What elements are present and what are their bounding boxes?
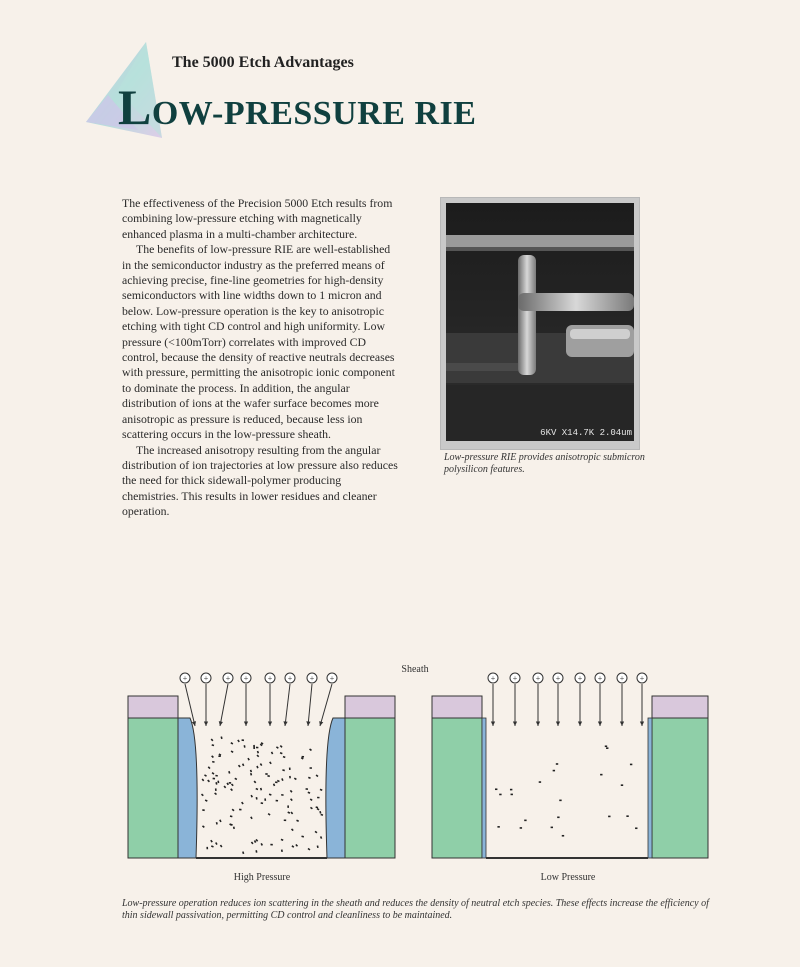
neutral-dot <box>276 746 279 749</box>
neutral-dot <box>294 778 297 781</box>
neutral-dot <box>282 769 285 771</box>
neutral-dot <box>635 827 637 829</box>
etch-diagram <box>120 660 720 890</box>
ion-arrow <box>617 673 627 726</box>
neutral-dot <box>284 819 286 821</box>
neutral-dot <box>290 812 293 815</box>
neutral-dot <box>238 765 241 768</box>
neutral-dot <box>211 738 214 741</box>
ion-arrow <box>306 673 317 726</box>
neutral-dot <box>281 849 283 852</box>
neutral-dot <box>289 767 291 770</box>
neutral-dot <box>275 781 278 783</box>
paragraph: The increased anisotropy resulting from the angular distribution of ion trajectories at low pressure also reduces the need for thick sidewall-polymer producing chemistries. This results in lower residues and cleaner operation. <box>122 442 398 519</box>
neutral-dot <box>250 773 252 776</box>
neutral-dot <box>320 814 323 816</box>
neutral-dot <box>242 851 244 854</box>
neutral-dot <box>231 750 234 753</box>
ion-symbol: + <box>287 674 293 683</box>
neutral-dot <box>214 792 217 795</box>
ion-symbol: + <box>203 674 209 683</box>
neutral-dot <box>241 802 244 805</box>
neutral-dot <box>308 792 311 794</box>
ion-arrow <box>575 673 585 726</box>
neutral-dot <box>315 831 318 834</box>
neutral-dot <box>621 784 623 786</box>
neutral-dot <box>495 788 497 790</box>
ion-arrow <box>241 673 251 726</box>
ion-arrow <box>219 673 233 726</box>
neutral-dot <box>256 754 259 757</box>
neutral-dot <box>257 751 259 754</box>
neutral-dot <box>600 774 602 776</box>
neutral-dot <box>215 788 217 791</box>
ion-arrow <box>637 673 647 726</box>
high-pressure-panel <box>128 673 395 883</box>
neutral-dot <box>205 799 208 801</box>
neutral-dot <box>212 772 215 775</box>
neutral-dot <box>562 835 564 837</box>
page-title <box>118 78 476 136</box>
neutral-dot <box>319 811 321 814</box>
neutral-dot <box>202 825 205 828</box>
sem-photo-frame <box>440 197 640 450</box>
sem-photo <box>446 203 634 441</box>
neutral-dot <box>301 836 304 838</box>
neutral-dot <box>221 736 223 739</box>
neutral-dot <box>317 845 319 848</box>
neutral-dot <box>308 777 311 779</box>
neutral-dot <box>261 802 264 804</box>
neutral-dot <box>256 797 258 800</box>
neutral-dot <box>511 794 513 796</box>
ion-symbol: + <box>267 674 273 683</box>
photo-caption: Low-pressure RIE provides anisotropic submicron polysilicon features. <box>444 452 645 475</box>
neutral-dot <box>264 798 266 801</box>
neutral-dot <box>287 805 289 807</box>
neutral-dot <box>551 827 553 829</box>
neutral-dot <box>207 780 210 783</box>
neutral-dot <box>229 782 231 784</box>
neutral-dot <box>287 811 290 813</box>
neutral-dot <box>497 826 499 828</box>
neutral-dot <box>271 752 273 755</box>
neutral-dot <box>251 842 254 845</box>
neutral-dot <box>242 739 245 741</box>
neutral-dot <box>265 773 267 775</box>
neutral-dot <box>255 788 258 790</box>
neutral-dot <box>228 771 230 774</box>
neutral-dot <box>256 747 259 749</box>
neutral-dot <box>210 840 213 843</box>
neutral-dot <box>295 844 298 847</box>
ion-arrow <box>533 673 543 726</box>
neutral-dot <box>215 775 218 777</box>
ion-symbol: + <box>619 674 625 683</box>
neutral-dot <box>256 766 258 769</box>
neutral-dot <box>289 776 291 779</box>
ion-arrow <box>553 673 563 726</box>
neutral-dot <box>606 747 608 749</box>
neutral-dot <box>216 822 218 825</box>
neutral-dot <box>255 839 258 842</box>
neutral-dot <box>250 770 252 773</box>
ion-arrow <box>283 673 295 726</box>
neutral-dot <box>254 840 256 843</box>
neutral-dot <box>281 778 283 781</box>
ion-arrow <box>510 673 520 726</box>
neutral-dot <box>283 756 286 758</box>
neutral-dot <box>253 745 255 747</box>
neutral-dot <box>250 816 253 819</box>
neutral-dot <box>213 778 216 780</box>
neutral-dot <box>260 843 263 846</box>
diagram-caption: Low-pressure operation reduces ion scattering in the sheath and reduces the density of neutral etch species. These effects increase the efficiency of thin sidewall passivation, permitting CD control and cleanliness to be maintained. <box>122 898 709 921</box>
neutral-dot <box>276 800 279 802</box>
ion-symbol: + <box>512 674 518 683</box>
neutral-dot <box>317 808 320 811</box>
neutral-dot <box>230 815 233 817</box>
neutral-dot <box>211 744 214 746</box>
low-pressure-label: Low Pressure <box>540 872 596 883</box>
neutral-dot <box>242 763 244 766</box>
neutral-dot <box>230 788 233 791</box>
neutral-dot <box>520 827 522 829</box>
neutral-dot <box>524 820 526 822</box>
neutral-dot <box>230 742 233 745</box>
neutral-dot <box>281 839 284 841</box>
neutral-dot <box>220 845 223 848</box>
ion-symbol: + <box>555 674 561 683</box>
neutral-dot <box>281 794 284 796</box>
ion-arrow <box>265 673 275 726</box>
section-kicker: The 5000 Etch Advantages <box>172 54 354 71</box>
neutral-dot <box>280 745 283 748</box>
neutral-dot <box>499 794 501 796</box>
title-rest: OW-PRESSURE RIE <box>151 95 477 132</box>
neutral-dot <box>260 763 263 766</box>
neutral-dot <box>539 781 541 783</box>
neutral-dot <box>223 785 226 788</box>
neutral-dot <box>556 763 558 765</box>
neutral-dot <box>206 847 208 849</box>
paragraph: The benefits of low-pressure RIE are well-established in the semiconductor industry as the preferred means of achieving precise, fine-line geometries for high-density semiconductors with line widths down to 1 micron and below. Low-pressure operation is the key to anisotropic etching with tight CD control and high uniformity. Low pressure (<100mTorr) correlates with improved CD control, because the density of reactive neutrals decreases with pressure, permitting the anisotropic ionic component to dominate the process. In addition, the angular distribution of ions at the wafer surface becomes more anisotropic as pressure is reduced, because less ion scattering occurs in the low-pressure sheath. <box>122 242 395 442</box>
neutral-dot <box>557 816 559 818</box>
neutral-dot <box>260 788 262 791</box>
neutral-dot <box>291 828 294 831</box>
neutral-dot <box>208 766 211 769</box>
ion-symbol: + <box>182 674 188 683</box>
ion-symbol: + <box>329 674 335 683</box>
neutral-dot <box>510 789 512 791</box>
ion-arrow <box>488 673 498 726</box>
neutral-dot <box>250 795 253 798</box>
neutral-dot <box>215 782 217 785</box>
neutral-dot <box>309 748 312 751</box>
neutral-dot <box>201 793 204 796</box>
neutral-dot <box>296 820 299 822</box>
neutral-dot <box>608 816 610 818</box>
neutral-dot <box>211 845 214 847</box>
ion-symbol: + <box>577 674 583 683</box>
ion-symbol: + <box>225 674 231 683</box>
neutral-dot <box>212 761 215 763</box>
neutral-dot <box>291 845 294 848</box>
neutral-dot <box>309 767 311 769</box>
ion-symbol: + <box>639 674 645 683</box>
ion-symbol: + <box>490 674 496 683</box>
sheath-label: Sheath <box>401 664 429 675</box>
neutral-dot <box>310 807 313 810</box>
neutral-dot <box>244 745 246 748</box>
neutral-dot <box>320 836 322 839</box>
ion-symbol: + <box>309 674 315 683</box>
neutral-dot <box>219 819 222 822</box>
title-initial: L <box>118 79 152 135</box>
ion-arrow <box>201 673 211 726</box>
neutral-dot <box>305 788 308 790</box>
ion-symbol: + <box>535 674 541 683</box>
neutral-dot <box>605 745 607 747</box>
neutral-dot <box>233 826 235 829</box>
neutral-dot <box>273 783 275 786</box>
ion-symbol: + <box>597 674 603 683</box>
neutral-dot <box>630 764 632 766</box>
high-pressure-label: High Pressure <box>233 872 291 883</box>
neutral-dot <box>280 752 283 754</box>
neutral-dot <box>204 774 207 777</box>
paragraph: The effectiveness of the Precision 5000 Etch results from combining low-pressure etching with magnetically enhanced plasma in a multi-chamber architecture. <box>122 196 393 241</box>
low-pressure-panel <box>432 673 708 883</box>
body-text <box>122 196 400 520</box>
neutral-dot <box>211 755 214 758</box>
neutral-dot <box>316 774 319 777</box>
neutral-dot <box>226 782 229 785</box>
neutral-dot <box>310 798 313 801</box>
neutral-dot <box>290 798 293 801</box>
neutral-dot <box>247 758 250 761</box>
neutral-dot <box>317 797 319 799</box>
neutral-dot <box>239 809 242 811</box>
neutral-dot <box>320 789 323 791</box>
ion-symbol: + <box>243 674 249 683</box>
neutral-dot <box>232 809 235 812</box>
neutral-dot <box>268 813 271 816</box>
neutral-dot <box>308 848 311 851</box>
neutral-dot <box>215 842 218 845</box>
neutral-dot <box>237 739 240 742</box>
neutral-dot <box>254 781 257 784</box>
neutral-dot <box>202 778 205 781</box>
neutral-dot <box>267 775 270 777</box>
neutral-dot <box>316 806 319 808</box>
neutral-dot <box>231 783 234 786</box>
neutral-dot <box>559 800 561 802</box>
sem-scale-label: 6KV X14.7K 2.04um <box>540 428 632 438</box>
neutral-dot <box>626 815 628 817</box>
neutral-dot <box>255 850 257 853</box>
neutral-dot <box>217 781 219 784</box>
neutral-dot <box>202 809 205 811</box>
ion-arrow <box>595 673 605 726</box>
neutral-dot <box>234 778 237 781</box>
neutral-dot <box>553 770 555 772</box>
neutral-dot <box>269 793 272 795</box>
neutral-dot <box>270 844 272 846</box>
neutral-dot <box>269 761 272 764</box>
neutral-dot <box>290 790 293 793</box>
